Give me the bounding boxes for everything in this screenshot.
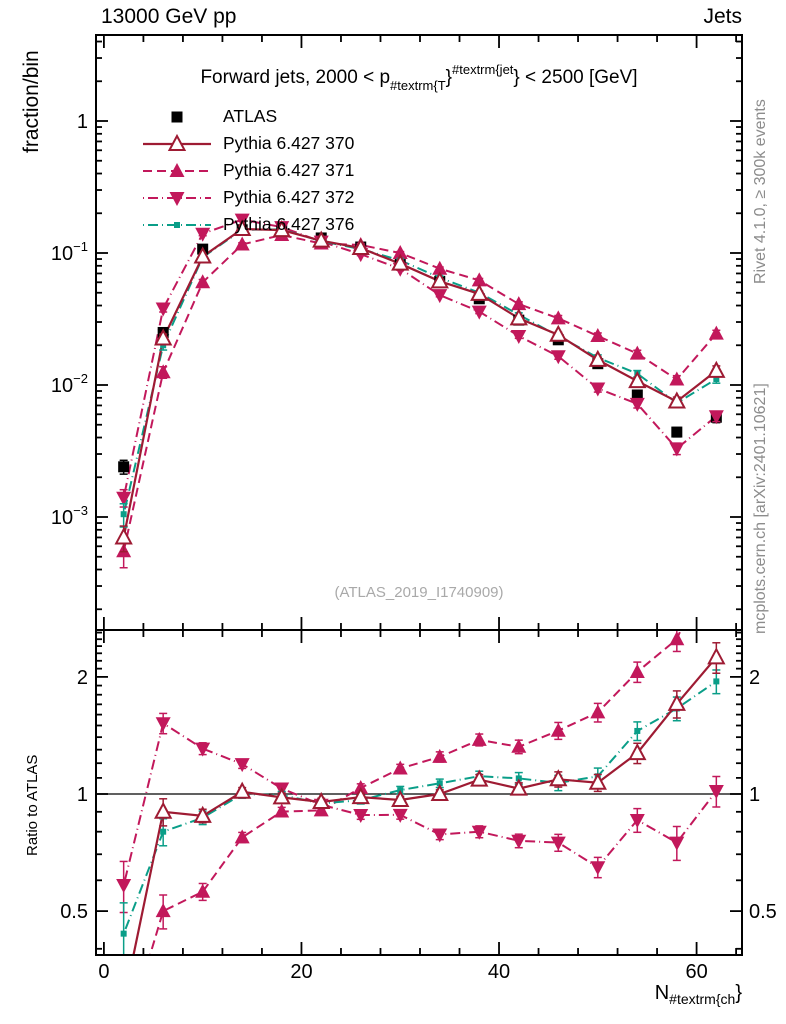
main-y-tick-label: $10^{-3}$ [50, 503, 88, 529]
legend-item-pythia-370 [142, 130, 354, 157]
ratio-y-axis-title: Ratio to ATLAS [24, 754, 41, 856]
main-line-2 [124, 235, 717, 551]
legend-label: Pythia 6.427 372 [223, 187, 355, 207]
analysis-id-watermark: (ATLAS_2019_I1740909) [334, 584, 504, 601]
plot-title-brace2: } [513, 67, 520, 88]
mcplots-arxiv-note: mcplots.cern.ch [arXiv:2401.10621] [752, 383, 769, 634]
series-points-ratio-1 [116, 643, 724, 1024]
plot-title [96, 62, 742, 93]
legend-label: Pythia 6.427 371 [223, 160, 355, 180]
legend-item-pythia-372 [142, 184, 354, 211]
legend-item-pythia-376 [142, 211, 354, 238]
main-y-axis-title: fraction/bin [20, 50, 43, 153]
header-beam-energy: 13000 GeV pp [101, 5, 237, 28]
ratio-y-tick-label-right: 1 [749, 784, 761, 806]
axis-tick-labels [51, 111, 777, 983]
rivet-version-note: Rivet 4.1.0, ≥ 300k events [752, 99, 769, 284]
ratio-line-4 [124, 681, 717, 933]
plot-title-suffix: < 2500 [GeV] [519, 67, 638, 88]
x-tick-label: 20 [290, 961, 313, 983]
plot-title-brace1: } [445, 67, 452, 88]
ratio-line-3 [124, 723, 717, 885]
legend-marker-pythia-370 [142, 134, 212, 154]
header-analysis-group: Jets [703, 5, 742, 28]
plot-title-superscript: #textrm{jet [452, 62, 514, 77]
x-axis-title-base: N [654, 982, 670, 1004]
plot-title-subscript: #textrm{T [390, 78, 446, 93]
main-y-tick-label: $10^{-1}$ [50, 239, 88, 265]
main-y-tick-label: 1 [76, 111, 88, 133]
legend-marker-pythia-371 [142, 161, 212, 181]
plot-title-prefix: Forward jets, 2000 < p [200, 67, 391, 88]
legend-marker-atlas [142, 107, 212, 127]
ratio-y-tick-label-left: 1 [76, 784, 88, 806]
series-points-main-1 [116, 221, 724, 552]
ratio-y-tick-label-left: 0.5 [60, 901, 88, 924]
legend-item-atlas [142, 103, 354, 130]
ratio-y-tick-label-left: 2 [76, 666, 88, 689]
legend-label: Pythia 6.427 376 [223, 214, 355, 234]
main-line-1 [124, 229, 717, 537]
x-axis-title-brace: } [735, 982, 742, 1004]
ratio-y-tick-label-right: 2 [749, 666, 761, 689]
legend-item-pythia-371 [142, 157, 354, 184]
x-axis-title [500, 982, 742, 1007]
ratio-panel-frame [96, 630, 742, 955]
legend-marker-pythia-372 [142, 188, 212, 208]
x-axis-title-subscript: #textrm{ch [669, 991, 736, 1007]
legend-label: Pythia 6.427 370 [223, 133, 355, 153]
legend-marker-pythia-376 [142, 215, 212, 235]
x-tick-label: 40 [487, 961, 511, 983]
x-tick-label: 60 [685, 961, 708, 983]
main-y-tick-label: $10^{-2}$ [50, 371, 88, 397]
ratio-y-tick-label-right: 0.5 [749, 901, 777, 924]
legend-label: ATLAS [223, 106, 278, 126]
x-tick-label: 0 [98, 961, 110, 983]
legend [142, 103, 354, 238]
